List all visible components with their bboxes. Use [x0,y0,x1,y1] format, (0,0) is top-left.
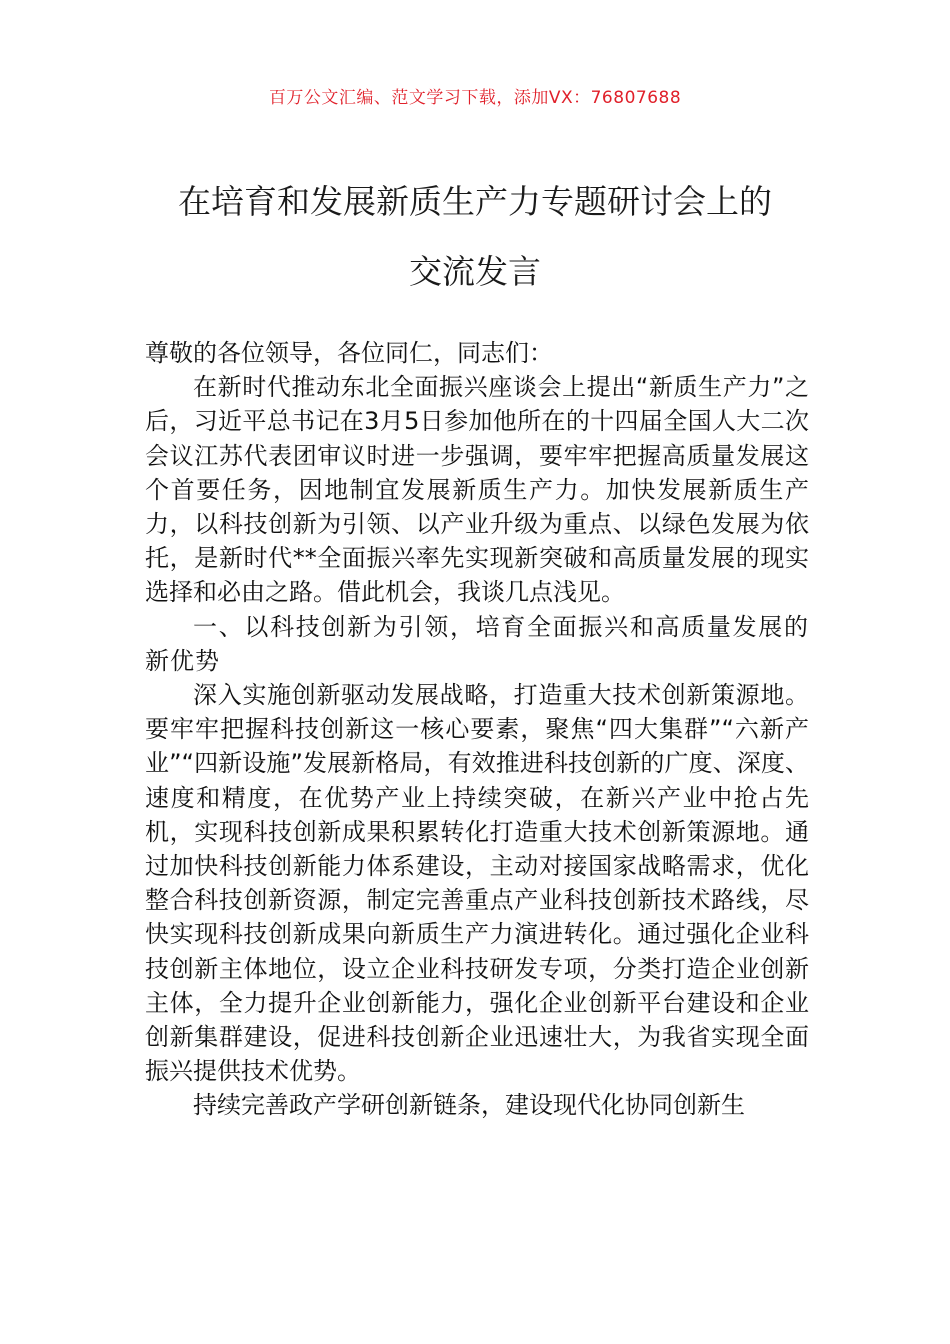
paragraph-intro: 在新时代推动东北全面振兴座谈会上提出“新质生产力”之后，习近平总书记在3月5日参加他所在的十四届全国人大二次会议江苏代表团审议时进一步强调，要牢牢把握高质量发展这个首要任务，因地制宜发展新质生产力。加快发展新质生产力，以科技创新为引领、以产业升级为重点、以绿色发展为依托，是新时代**全面振兴率先实现新突破和高质量发展的现实选择和必由之路。借此机会，我谈几点浅见。 [145,373,809,607]
document-body [145,336,809,1123]
document-title-line-2: 交流发言 [409,252,541,291]
salutation: 尊敬的各位领导，各位同仁，同志们： [145,339,553,367]
watermark-banner: 百万公文汇编、范文学习下载，添加VX：76807688 [268,88,682,108]
paragraph-continuation: 持续完善政产学研创新链条，建设现代化协同创新生 [193,1091,745,1120]
section-heading-1: 一、以科技创新为引领，培育全面振兴和高质量发展的新优势 [145,612,809,675]
document-title-line-1: 在培育和发展新质生产力专题研讨会上的 [178,182,772,221]
paragraph-tech-innovation: 深入实施创新驱动发展战略，打造重大技术创新策源地。要牢牢把握科技创新这一核心要素，聚焦“四大集群”“六新产业”“四新设施”发展新格局，有效推进科技创新的广度、深度、速度和精度，在优势产业上持续突破，在新兴产业中抢占先机，实现科技创新成果积累转化打造重大技术创新策源地。通过加快科技创新能力体系建设，主动对接国家战略需求，优化整合科技创新资源，制定完善重点产业科技创新技术路线，尽快实现科技创新成果向新质生产力演进转化。通过强化企业科技创新主体地位，设立企业科技研发专项，分类打造企业创新主体，全力提升企业创新能力，强化企业创新平台建设和企业创新集群建设，促进科技创新企业迅速壮大，为我省实现全面振兴提供技术优势。 [145,681,809,1086]
